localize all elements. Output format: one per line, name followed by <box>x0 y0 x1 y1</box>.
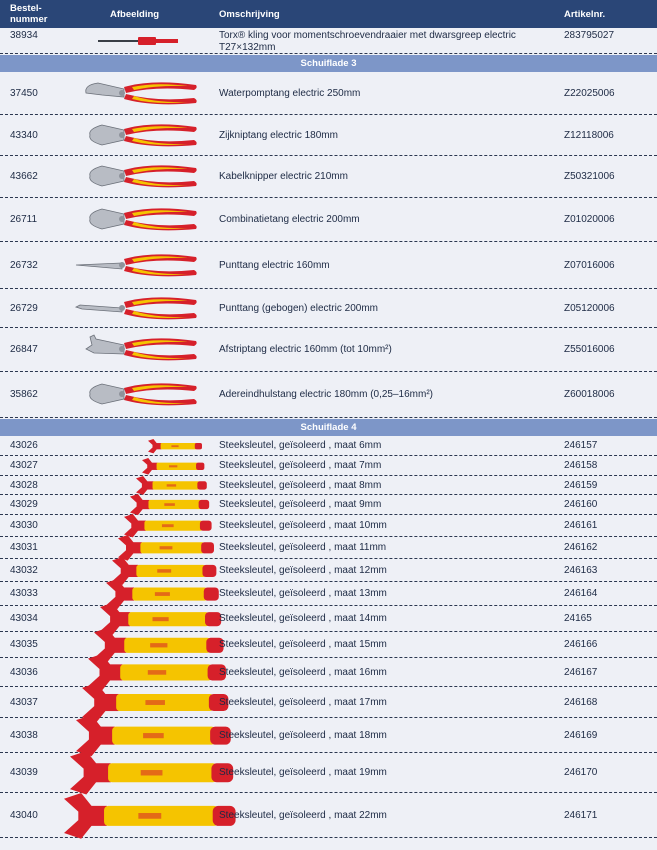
description: Zijkniptang electric 180mm <box>219 130 338 141</box>
article-number: Z05120006 <box>564 303 615 314</box>
crimping-pliers-icon <box>72 378 202 417</box>
section-header: Schuiflade 4 <box>0 419 657 436</box>
cable-cutter-icon <box>72 160 202 199</box>
combination-pliers-icon <box>72 203 202 242</box>
table-row <box>0 495 657 515</box>
table-row <box>0 242 657 289</box>
article-number: 246171 <box>564 810 598 821</box>
article-number: 246168 <box>564 697 598 708</box>
article-number: 246164 <box>564 588 598 599</box>
order-number: 43662 <box>10 171 38 182</box>
side-cutter-icon <box>72 119 202 158</box>
description: Steeksleutel, geïsoleerd , maat 9mm <box>219 499 382 510</box>
order-number: 38934 <box>10 30 38 41</box>
header-description: Omschrijving <box>219 9 280 20</box>
table-row <box>0 28 657 54</box>
open-end-wrench-icon <box>64 793 236 844</box>
description: Steeksleutel, geïsoleerd , maat 13mm <box>219 588 387 599</box>
order-number: 43028 <box>10 480 38 491</box>
order-number: 43032 <box>10 565 38 576</box>
article-number: 246157 <box>564 440 598 451</box>
description: Torx® kling voor momentschroevendraaier met dwarsgreep electric T27×132mm <box>219 30 516 53</box>
description: Steeksleutel, geïsoleerd , maat 8mm <box>219 480 382 491</box>
order-number: 43027 <box>10 460 38 471</box>
description: Steeksleutel, geïsoleerd , maat 18mm <box>219 730 387 741</box>
description: Steeksleutel, geïsoleerd , maat 12mm <box>219 565 387 576</box>
order-number: 43040 <box>10 810 38 821</box>
table-row <box>0 289 657 328</box>
order-number: 43030 <box>10 520 38 531</box>
description: Steeksleutel, geïsoleerd , maat 10mm <box>219 520 387 531</box>
table-header <box>0 0 657 28</box>
article-number: Z01020006 <box>564 214 615 225</box>
table-row <box>0 328 657 372</box>
description: Steeksleutel, geïsoleerd , maat 11mm <box>219 542 387 553</box>
order-number: 43340 <box>10 130 38 141</box>
order-number: 43029 <box>10 499 38 510</box>
order-number: 43026 <box>10 440 38 451</box>
article-number: 246169 <box>564 730 598 741</box>
article-number: 24165 <box>564 613 592 624</box>
table-row <box>0 582 657 606</box>
order-number: 26732 <box>10 260 38 271</box>
description: Punttang (gebogen) electric 200mm <box>219 303 378 314</box>
description: Steeksleutel, geïsoleerd , maat 17mm <box>219 697 387 708</box>
table-row <box>0 372 657 418</box>
order-number: 26729 <box>10 303 38 314</box>
article-number: 246160 <box>564 499 598 510</box>
article-number: 246158 <box>564 460 598 471</box>
table-row <box>0 115 657 156</box>
order-number: 43037 <box>10 697 38 708</box>
table-row <box>0 72 657 115</box>
order-number: 43033 <box>10 588 38 599</box>
torx-blade-icon <box>98 34 178 52</box>
table-row <box>0 753 657 793</box>
description: Steeksleutel, geïsoleerd , maat 22mm <box>219 810 387 821</box>
table-row <box>0 198 657 242</box>
table-row <box>0 456 657 476</box>
article-number: 246159 <box>564 480 598 491</box>
table-row <box>0 793 657 838</box>
description: Kabelknipper electric 210mm <box>219 171 348 182</box>
description: Steeksleutel, geïsoleerd , maat 7mm <box>219 460 382 471</box>
article-number: Z60018006 <box>564 389 615 400</box>
description: Steeksleutel, geïsoleerd , maat 6mm <box>219 440 382 451</box>
header-article: Artikelnr. <box>564 9 606 20</box>
order-number: 43038 <box>10 730 38 741</box>
description: Adereindhulstang electric 180mm (0,25–16mm²) <box>219 389 433 400</box>
description: Steeksleutel, geïsoleerd , maat 14mm <box>219 613 387 624</box>
water-pump-pliers-icon <box>72 77 202 116</box>
article-number: Z12118006 <box>564 130 614 141</box>
description: Waterpomptang electric 250mm <box>219 88 361 99</box>
description: Punttang electric 160mm <box>219 260 330 271</box>
order-number: 43039 <box>10 767 38 778</box>
table-row <box>0 559 657 582</box>
article-number: 246167 <box>564 667 598 678</box>
table-row <box>0 718 657 753</box>
article-number: Z50321006 <box>564 171 615 182</box>
order-number: 37450 <box>10 88 38 99</box>
description: Steeksleutel, geïsoleerd , maat 15mm <box>219 639 387 650</box>
order-number: 43035 <box>10 639 38 650</box>
article-number: 246163 <box>564 565 598 576</box>
section-header: Schuiflade 3 <box>0 55 657 72</box>
bent-nose-pliers-icon <box>72 292 202 331</box>
order-number: 43031 <box>10 542 38 553</box>
article-number: 283795027 <box>564 30 615 41</box>
table-row <box>0 687 657 718</box>
order-number: 26711 <box>10 214 38 225</box>
table-row <box>0 537 657 559</box>
description: Steeksleutel, geïsoleerd , maat 19mm <box>219 767 387 778</box>
article-number: 246162 <box>564 542 598 553</box>
header-image: Afbeelding <box>110 9 160 20</box>
article-number: 246161 <box>564 520 598 531</box>
article-number: Z07016006 <box>564 260 615 271</box>
table-row <box>0 436 657 456</box>
order-number: 35862 <box>10 389 38 400</box>
order-number: 43036 <box>10 667 38 678</box>
article-number: 246166 <box>564 639 598 650</box>
description: Steeksleutel, geïsoleerd , maat 16mm <box>219 667 387 678</box>
header-number: Bestel- nummer <box>10 3 48 25</box>
order-number: 26847 <box>10 344 38 355</box>
needle-nose-pliers-icon <box>72 249 202 288</box>
table-row <box>0 515 657 537</box>
description: Combinatietang electric 200mm <box>219 214 360 225</box>
description: Afstriptang electric 160mm (tot 10mm²) <box>219 344 392 355</box>
article-number: Z22025006 <box>564 88 615 99</box>
article-number: Z55016006 <box>564 344 615 355</box>
table-row <box>0 156 657 198</box>
table-row <box>0 476 657 495</box>
order-number: 43034 <box>10 613 38 624</box>
article-number: 246170 <box>564 767 598 778</box>
wire-stripper-icon <box>72 333 202 372</box>
